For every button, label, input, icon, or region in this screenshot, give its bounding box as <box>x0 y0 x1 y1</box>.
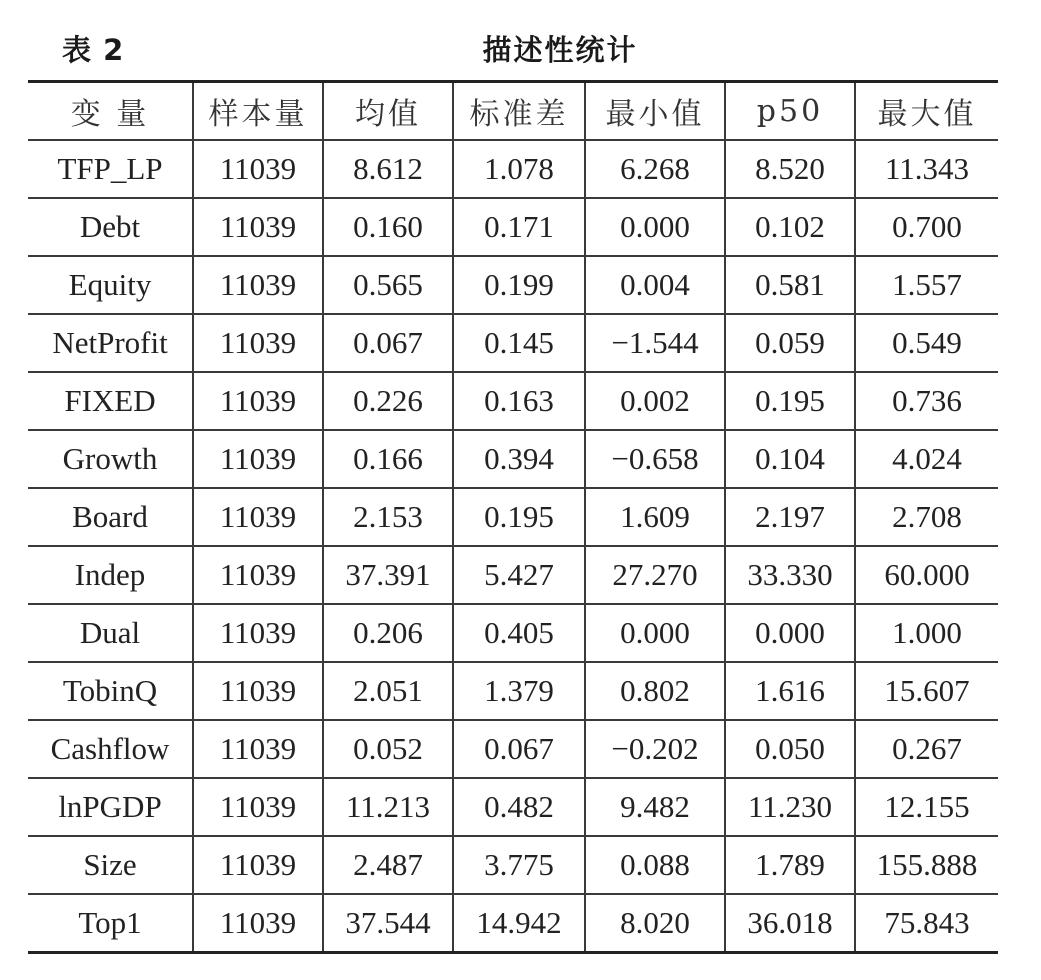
table-cell: 11039 <box>193 662 323 720</box>
descriptive-statistics-table <box>28 80 998 954</box>
table-cell: 37.391 <box>323 546 453 604</box>
variable-name-cell: FIXED <box>28 372 193 430</box>
table-cell: 75.843 <box>855 894 998 953</box>
table-cell: 0.004 <box>585 256 725 314</box>
table-cell: 1.609 <box>585 488 725 546</box>
table-cell: 0.736 <box>855 372 998 430</box>
table-cell: 0.067 <box>323 314 453 372</box>
table-cell: −0.658 <box>585 430 725 488</box>
table-cell: 0.206 <box>323 604 453 662</box>
table-cell: 0.102 <box>725 198 855 256</box>
table-row <box>28 198 998 256</box>
column-header: 最大值 <box>855 82 998 141</box>
table-cell: 0.059 <box>725 314 855 372</box>
table-cell: 2.051 <box>323 662 453 720</box>
variable-name-cell: Board <box>28 488 193 546</box>
table-cell: 11.213 <box>323 778 453 836</box>
table-row <box>28 778 998 836</box>
table-cell: 0.405 <box>453 604 585 662</box>
table-cell: 0.000 <box>725 604 855 662</box>
table-cell: 0.802 <box>585 662 725 720</box>
column-header: 变 量 <box>28 82 193 141</box>
table-cell: 11039 <box>193 430 323 488</box>
variable-name-cell: Top1 <box>28 894 193 953</box>
table-cell: 0.700 <box>855 198 998 256</box>
table-cell: 11039 <box>193 836 323 894</box>
variable-name-cell: lnPGDP <box>28 778 193 836</box>
table-caption: 表 2 <box>62 33 125 67</box>
table-cell: 11039 <box>193 604 323 662</box>
table-row <box>28 372 998 430</box>
table-row <box>28 140 998 198</box>
table-row <box>28 894 998 953</box>
table-cell: 2.197 <box>725 488 855 546</box>
table-cell: 11.230 <box>725 778 855 836</box>
variable-name-cell: TobinQ <box>28 662 193 720</box>
table-cell: 11039 <box>193 778 323 836</box>
table-cell: 0.166 <box>323 430 453 488</box>
table-header <box>28 82 998 141</box>
table-cell: 60.000 <box>855 546 998 604</box>
table-cell: 14.942 <box>453 894 585 953</box>
table-cell: 0.199 <box>453 256 585 314</box>
table-row <box>28 430 998 488</box>
table-cell: 0.226 <box>323 372 453 430</box>
table-cell: 27.270 <box>585 546 725 604</box>
table-row <box>28 720 998 778</box>
table-cell: 2.708 <box>855 488 998 546</box>
table-cell: 11039 <box>193 314 323 372</box>
variable-name-cell: TFP_LP <box>28 140 193 198</box>
table-cell: 0.482 <box>453 778 585 836</box>
table-cell: 155.888 <box>855 836 998 894</box>
table-cell: 2.153 <box>323 488 453 546</box>
table-row <box>28 546 998 604</box>
table-cell: 1.078 <box>453 140 585 198</box>
table-cell: 0.163 <box>453 372 585 430</box>
table-body <box>28 140 998 953</box>
table-cell: 0.549 <box>855 314 998 372</box>
table-cell: 36.018 <box>725 894 855 953</box>
table-cell: −1.544 <box>585 314 725 372</box>
variable-name-cell: Debt <box>28 198 193 256</box>
table-cell: −0.202 <box>585 720 725 778</box>
table-cell: 0.052 <box>323 720 453 778</box>
column-header: 标准差 <box>453 82 585 141</box>
table-cell: 5.427 <box>453 546 585 604</box>
column-header: p50 <box>725 82 855 141</box>
table-cell: 37.544 <box>323 894 453 953</box>
table-cell: 0.145 <box>453 314 585 372</box>
table-cell: 0.195 <box>453 488 585 546</box>
table-cell: 8.612 <box>323 140 453 198</box>
table-cell: 2.487 <box>323 836 453 894</box>
table-cell: 33.330 <box>725 546 855 604</box>
table-row <box>28 836 998 894</box>
variable-name-cell: NetProfit <box>28 314 193 372</box>
variable-name-cell: Equity <box>28 256 193 314</box>
table-cell: 8.520 <box>725 140 855 198</box>
table-cell: 11039 <box>193 720 323 778</box>
table-cell: 0.171 <box>453 198 585 256</box>
table-row <box>28 256 998 314</box>
table-cell: 1.000 <box>855 604 998 662</box>
table-cell: 0.394 <box>453 430 585 488</box>
table-cell: 0.050 <box>725 720 855 778</box>
table-cell: 0.002 <box>585 372 725 430</box>
table-cell: 11039 <box>193 546 323 604</box>
table-cell: 0.581 <box>725 256 855 314</box>
table-cell: 0.000 <box>585 604 725 662</box>
table-cell: 1.789 <box>725 836 855 894</box>
table-cell: 0.195 <box>725 372 855 430</box>
column-header: 均值 <box>323 82 453 141</box>
table-row <box>28 662 998 720</box>
table-cell: 0.160 <box>323 198 453 256</box>
table-row <box>28 314 998 372</box>
variable-name-cell: Cashflow <box>28 720 193 778</box>
table-cell: 0.104 <box>725 430 855 488</box>
table-row <box>28 488 998 546</box>
table-cell: 1.557 <box>855 256 998 314</box>
table-cell: 11039 <box>193 140 323 198</box>
table-cell: 6.268 <box>585 140 725 198</box>
table-cell: 0.088 <box>585 836 725 894</box>
table-row <box>28 604 998 662</box>
table-cell: 9.482 <box>585 778 725 836</box>
table-cell: 8.020 <box>585 894 725 953</box>
variable-name-cell: Indep <box>28 546 193 604</box>
variable-name-cell: Dual <box>28 604 193 662</box>
variable-name-cell: Growth <box>28 430 193 488</box>
table-cell: 1.616 <box>725 662 855 720</box>
table-title: 描述性统计 <box>482 33 638 67</box>
table-cell: 0.067 <box>453 720 585 778</box>
column-header: 最小值 <box>585 82 725 141</box>
variable-name-cell: Size <box>28 836 193 894</box>
table-cell: 1.379 <box>453 662 585 720</box>
table-cell: 11039 <box>193 198 323 256</box>
table-cell: 3.775 <box>453 836 585 894</box>
header-row <box>28 82 998 141</box>
table-cell: 0.000 <box>585 198 725 256</box>
table-cell: 11039 <box>193 372 323 430</box>
table-cell: 15.607 <box>855 662 998 720</box>
table-cell: 11039 <box>193 256 323 314</box>
table-cell: 11.343 <box>855 140 998 198</box>
table-cell: 12.155 <box>855 778 998 836</box>
table-cell: 0.565 <box>323 256 453 314</box>
table-cell: 11039 <box>193 488 323 546</box>
table-cell: 0.267 <box>855 720 998 778</box>
table-cell: 11039 <box>193 894 323 953</box>
column-header: 样本量 <box>193 82 323 141</box>
table-cell: 4.024 <box>855 430 998 488</box>
